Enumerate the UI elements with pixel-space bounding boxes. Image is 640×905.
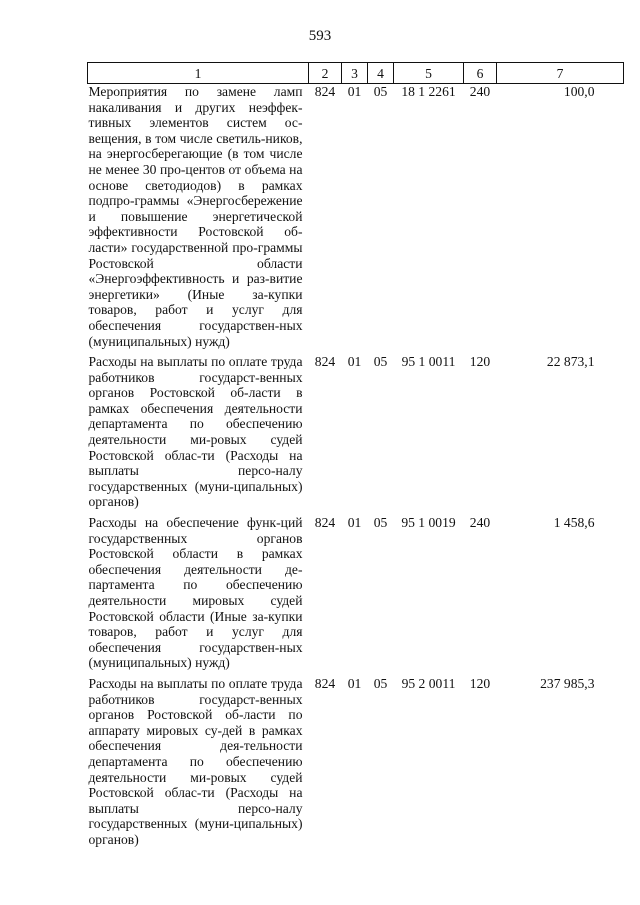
row-description: Мероприятия по замене ламп накаливания и других неэффек-тивных элементов систем ос-вещения, в том числе светиль-ников, на энергосберегающие (в том числе не менее 30 про-центов от объема на основе светодиодов) в рамках подпро-граммы «Энергосбережение и повышение энергетической эффективности Ростовской об-ласти» государственной про-граммы Ростовской области «Энергоэффективность и раз-витие энергетики» (Иные за-купки товаров, работ и услуг для обеспечения государствен-ных (муниципальных) нужд) bbox=[88, 84, 303, 349]
row-target-article: 95 2 0011 bbox=[401, 675, 456, 691]
row-target-article: 18 1 2261 bbox=[401, 84, 456, 99]
row-target-article: 95 1 0011 bbox=[401, 354, 456, 370]
row-subsection: 05 bbox=[373, 675, 388, 691]
table-row bbox=[88, 515, 624, 671]
row-amount: 22 873,1 bbox=[546, 354, 595, 370]
row-section: 01 bbox=[347, 354, 362, 370]
table-row bbox=[88, 354, 624, 510]
row-subsection: 05 bbox=[373, 354, 388, 370]
row-expense-type: 240 bbox=[469, 84, 491, 99]
row-amount: 237 985,3 bbox=[540, 675, 595, 691]
row-section: 01 bbox=[347, 84, 362, 99]
header-col-5: 5 bbox=[394, 63, 464, 84]
header-col-3: 3 bbox=[342, 63, 368, 84]
row-description: Расходы на выплаты по оплате труда работников государст-венных органов Ростовской об-ласти в рамках обеспечения деятельности департамента по обеспечению деятельности ми-ровых судей Ростовской облас-ти (Расходы на выплаты персо-налу государственных (муни-ципальных) органов) bbox=[88, 354, 303, 510]
row-target-article: 95 1 0019 bbox=[401, 515, 456, 531]
table-row bbox=[88, 84, 624, 350]
row-description: Расходы на выплаты по оплате труда работников государст-венных органов Ростовской об-ласти по аппарату мировых су-дей в рамках обеспечения дея-тельности департамента по обеспечению деятельности ми-ровых судей Ростовской облас-ти (Расходы на выплаты персо-налу государственных (муни-ципальных) органов) bbox=[88, 675, 303, 847]
table-row bbox=[88, 676, 624, 848]
row-subsection: 05 bbox=[373, 515, 388, 531]
header-row bbox=[88, 63, 624, 84]
table-header bbox=[88, 63, 624, 84]
row-ministry: 824 bbox=[314, 84, 336, 99]
row-expense-type: 240 bbox=[469, 515, 491, 531]
page-number: 593 bbox=[308, 28, 332, 44]
header-col-1: 1 bbox=[88, 63, 309, 84]
header-col-2: 2 bbox=[309, 63, 342, 84]
header-col-6: 6 bbox=[464, 63, 497, 84]
row-section: 01 bbox=[347, 515, 362, 531]
row-ministry: 824 bbox=[314, 675, 336, 691]
row-expense-type: 120 bbox=[469, 354, 491, 370]
row-description: Расходы на обеспечение функ-ций государственных органов Ростовской области в рамках обеспечения деятельности де-партамента по обеспечению деятельности мировых судей Ростовской области (Иные за-купки товаров, работ и услуг для обеспечения государствен-ных (муниципальных) нужд) bbox=[88, 515, 303, 671]
row-amount: 1 458,6 bbox=[553, 515, 595, 531]
row-section: 01 bbox=[347, 675, 362, 691]
row-ministry: 824 bbox=[314, 354, 336, 370]
budget-table bbox=[87, 62, 624, 848]
row-amount: 100,0 bbox=[563, 84, 595, 99]
row-ministry: 824 bbox=[314, 515, 336, 531]
table-body bbox=[88, 84, 624, 848]
header-col-7: 7 bbox=[497, 63, 624, 84]
row-expense-type: 120 bbox=[469, 675, 491, 691]
header-col-4: 4 bbox=[368, 63, 394, 84]
row-subsection: 05 bbox=[373, 84, 388, 99]
